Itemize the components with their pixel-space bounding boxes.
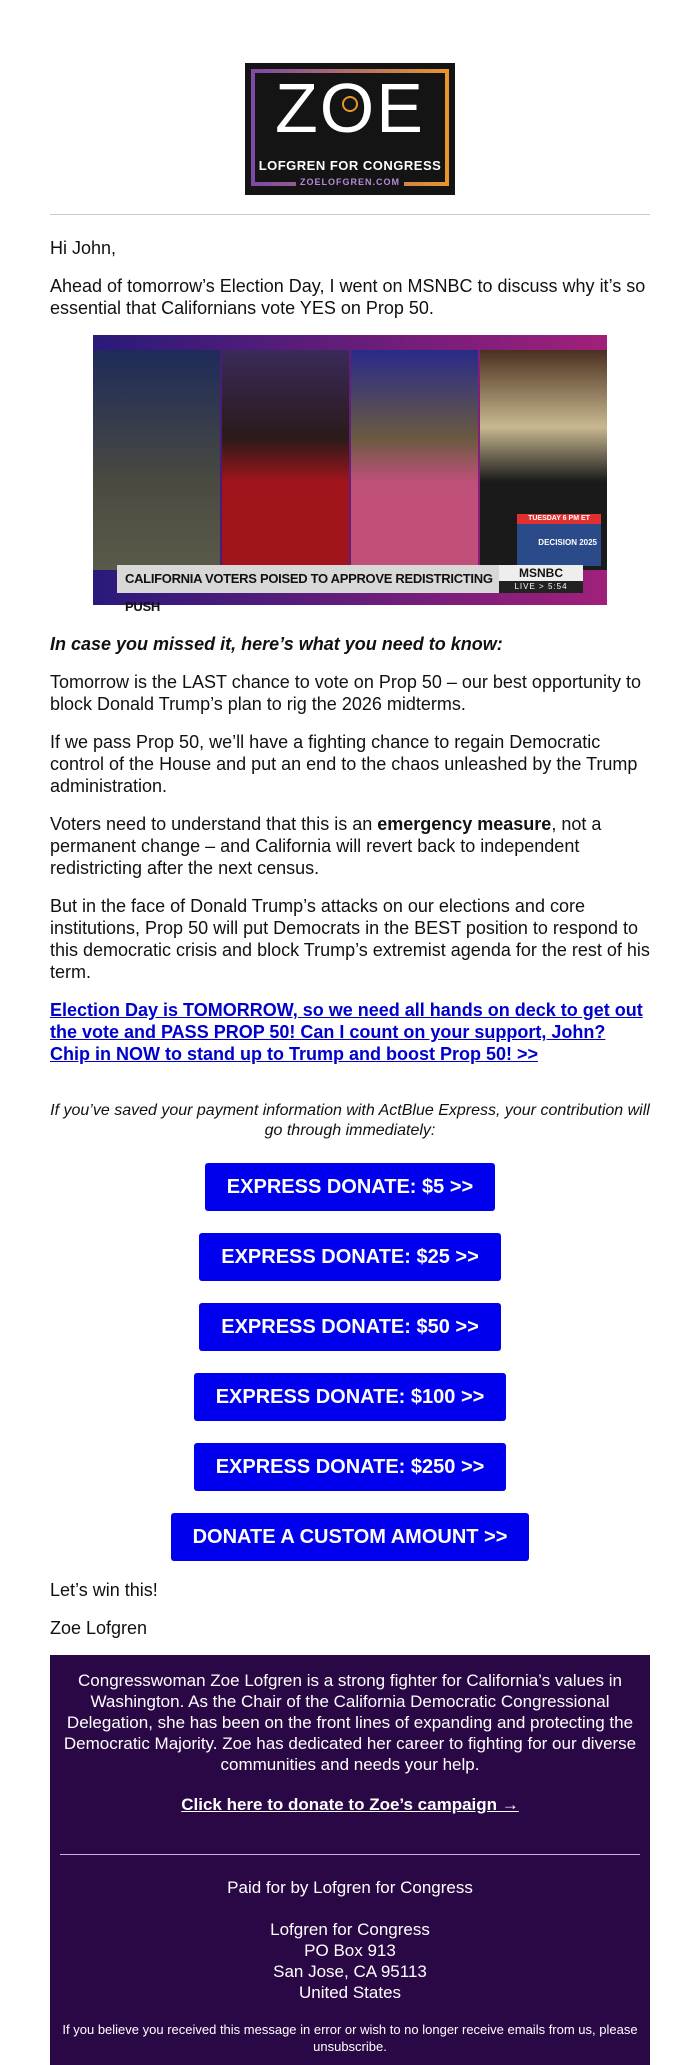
intro-paragraph: Ahead of tomorrow’s Election Day, I went on MSNBC to discuss why it’s so essential that Californians vote YES on Prop 50. bbox=[50, 276, 646, 318]
video-panel-zoe bbox=[480, 350, 607, 570]
logo-title: ZOE bbox=[275, 69, 425, 147]
msnbc-video-thumbnail[interactable] bbox=[93, 335, 607, 614]
paragraph: But in the face of Donald Trump’s attacks on our elections and core institutions, Prop 50 will put Democrats in the BEST position to respond to this democratic crisis and block Trump’s extremist agenda for the rest of his term. bbox=[50, 896, 650, 982]
divider bbox=[50, 214, 650, 215]
paragraph: Voters need to understand that this is an emergency measure, not a permanent change – and California will revert back to independent redistricting after the next census. bbox=[50, 814, 602, 878]
closing: Let’s win this! bbox=[50, 1580, 158, 1600]
donate-cta-link[interactable]: Election Day is TOMORROW, so we need all hands on deck to get out the vote and PASS PROP 50! Can I count on your support, John? Chip in NOW to stand up to Trump and boost Prop 50! >> bbox=[50, 1000, 643, 1064]
video-panel-guest bbox=[222, 350, 349, 570]
network-bug: MSNBC LIVE > 5:54 bbox=[499, 565, 583, 593]
email-body bbox=[50, 63, 650, 1639]
footer-divider bbox=[60, 1854, 640, 1855]
logo-url: ZOELOFGREN.COM bbox=[245, 171, 455, 193]
unsubscribe-notice[interactable]: If you believe you received this message in error or wish to no longer receive emails from us, please unsubscribe. bbox=[62, 2022, 638, 2054]
donate-custom-amount-button[interactable]: DONATE A CUSTOM AMOUNT >> bbox=[171, 1513, 530, 1561]
footer-donate-link[interactable]: Click here to donate to Zoe’s campaign → bbox=[181, 1795, 519, 1814]
mailing-address: Lofgren for Congress PO Box 913 San Jose, CA 95113 United States bbox=[270, 1920, 430, 2002]
video-chyron: CALIFORNIA VOTERS POISED TO APPROVE REDISTRICTING PUSH bbox=[117, 565, 499, 593]
video-panel-host bbox=[93, 350, 220, 570]
express-donate-25-button[interactable]: EXPRESS DONATE: $25 >> bbox=[199, 1233, 501, 1281]
greeting: Hi John, bbox=[50, 238, 117, 258]
logo-subtitle: LOFGREN FOR CONGRESS bbox=[258, 158, 442, 173]
video-panel-guest bbox=[351, 350, 478, 570]
express-donate-5-button[interactable]: EXPRESS DONATE: $5 >> bbox=[205, 1163, 495, 1211]
express-donate-50-button[interactable]: EXPRESS DONATE: $50 >> bbox=[199, 1303, 501, 1351]
actblue-note: If you’ve saved your payment information with ActBlue Express, your contribution will go through immediately: bbox=[50, 1102, 650, 1139]
campaign-logo bbox=[245, 63, 455, 195]
lightbulb-icon bbox=[342, 96, 358, 112]
footer bbox=[50, 1655, 650, 2065]
paragraph: If we pass Prop 50, we’ll have a fighting chance to regain Democratic control of the House and put an end to the chaos unleashed by the Trump administration. bbox=[50, 732, 638, 796]
footer-bio: Congresswoman Zoe Lofgren is a strong fighter for California’s values in Washington. As the Chair of the California Democratic Congressional Delegation, she has been on the front lines of expanding and protecting the Democratic Majority. Zoe has dedicated her career to fighting for our diverse communities and needs your help. bbox=[63, 1671, 637, 1774]
express-donate-100-button[interactable]: EXPRESS DONATE: $100 >> bbox=[194, 1373, 507, 1421]
promo-badge: TUESDAY 6 PM ET DECISION 2025 bbox=[517, 514, 601, 566]
paragraph: Tomorrow is the LAST chance to vote on Prop 50 – our best opportunity to block Donald Trump’s plan to rig the 2026 midterms. bbox=[50, 672, 642, 714]
section-heading: In case you missed it, here’s what you need to know: bbox=[50, 634, 503, 654]
signature: Zoe Lofgren bbox=[50, 1618, 148, 1638]
paid-for-disclaimer: Paid for by Lofgren for Congress bbox=[227, 1878, 473, 1897]
express-donate-250-button[interactable]: EXPRESS DONATE: $250 >> bbox=[194, 1443, 507, 1491]
